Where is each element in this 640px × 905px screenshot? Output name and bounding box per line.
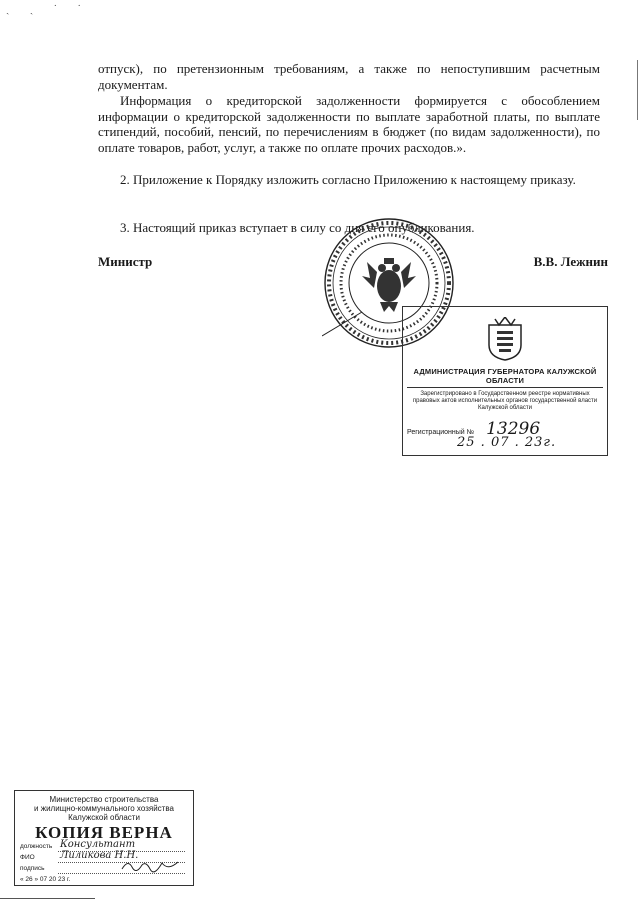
- copy-stamp-ministry: Министерство строительства и жилищно-коммунального хозяйства Калужской области: [34, 795, 174, 822]
- paragraph-1: отпуск), по претензионным требованиям, а также по непоступившим расчетным документам.: [98, 61, 600, 92]
- copy-stamp-sign-label: подпись: [20, 865, 45, 872]
- signature-position: Министр: [98, 254, 153, 269]
- paragraph-4: 3. Настоящий приказ вступает в силу со дня его опубликования.: [120, 220, 475, 235]
- copy-stamp-date-value: « 26 » 07 20 23 г.: [20, 876, 71, 883]
- reg-description: Зарегистрировано в Государственном реестре нормативных правовых актов исполнительных органов государственной власти Калужской области: [412, 391, 598, 411]
- copy-stamp-title: КОПИЯ ВЕРНА: [35, 823, 173, 842]
- paragraph-3: 2. Приложение к Порядку изложить согласно Приложению к настоящему приказу.: [120, 172, 576, 187]
- bottom-rule: [0, 898, 95, 899]
- coat-of-arms-icon: [487, 317, 523, 361]
- header-marks: ˏ ˏ ˙ ˙: [6, 4, 90, 15]
- copy-stamp-date-row: [20, 876, 193, 887]
- reg-date: 25 . 07 . 23г.: [457, 435, 557, 450]
- signature-name: В.В. Лежнин: [533, 254, 608, 269]
- right-edge-line: [637, 60, 638, 120]
- paragraph-2: Информация о кредиторской задолженности формируется с обособлением информации о кредиторской задолженности по выплате заработной платы, по выплате стипендий, пособий, пенсий, по перечислениям в бюджет (по видам задолженности), по оплате товаров, работ, услуг, а также по оплате прочих расходов.».: [98, 93, 600, 155]
- handwritten-signature: [120, 859, 180, 873]
- copy-stamp-position-label: должность: [20, 843, 53, 850]
- reg-admin-title: АДМИНИСТРАЦИЯ ГУБЕРНАТОРА КАЛУЖСКОЙ ОБЛАСТИ: [407, 367, 603, 388]
- reg-number: 13296: [486, 419, 541, 439]
- copy-stamp-position-value: Консультант: [60, 839, 136, 850]
- registration-stamp: [402, 306, 608, 456]
- copy-stamp-sign-row: [20, 865, 193, 876]
- reg-number-label: Регистрационный №: [407, 429, 475, 436]
- copy-certified-stamp: [14, 790, 194, 886]
- copy-stamp-fio-label: ФИО: [20, 854, 35, 861]
- copy-stamp-fio-value: Лиликова Н.Н.: [60, 850, 139, 861]
